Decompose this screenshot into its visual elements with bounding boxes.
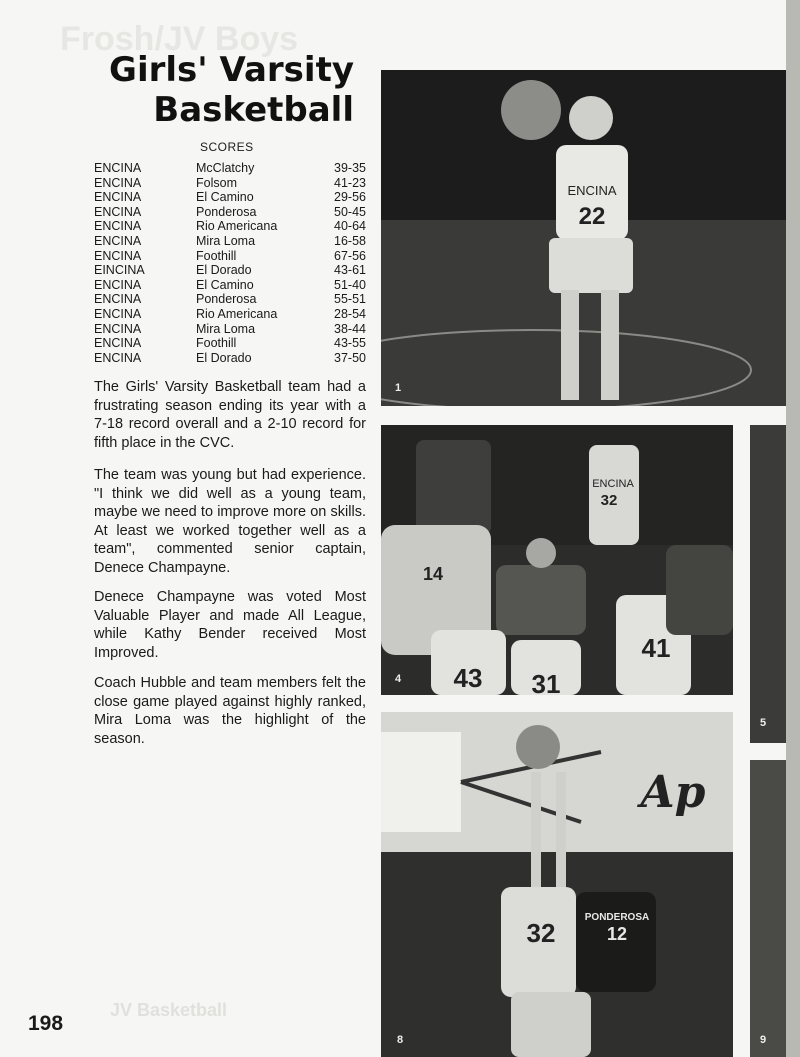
- score-opponent: Foothill: [196, 336, 237, 351]
- show-through-heading: Frosh/JV Boys: [60, 20, 299, 58]
- score-team: ENCINA: [94, 277, 142, 292]
- photo-8-jersey-number-2: 12: [606, 924, 628, 944]
- score-value: 39-35: [334, 161, 366, 175]
- score-team: ENCINA: [94, 204, 142, 219]
- photo-1: [381, 70, 786, 406]
- score-value: 16-58: [334, 233, 366, 248]
- score-opponent: Rio Americana: [196, 219, 278, 234]
- score-value: 43-55: [334, 336, 366, 351]
- score-row: [94, 249, 366, 264]
- photo-4-jersey-number-3: 43: [453, 663, 483, 693]
- score-row: [94, 205, 366, 220]
- photo-8-backdrop-text: Ap: [640, 767, 706, 818]
- scores-heading: SCORES: [200, 140, 254, 154]
- score-opponent: Ponderosa: [196, 204, 257, 219]
- score-value: 37-50: [334, 350, 366, 365]
- score-value: 51-40: [334, 277, 366, 292]
- score-row: [94, 263, 366, 278]
- score-value: 38-44: [334, 321, 366, 336]
- score-team: ENCINA: [94, 233, 142, 248]
- score-value: 50-45: [334, 204, 366, 219]
- paragraph-4: Coach Hubble and team members felt the close game played against highly ranked, Mira Loma was the highlight of the season.: [94, 675, 366, 747]
- score-opponent: El Dorado: [196, 263, 252, 278]
- show-through-footer: JV Basketball: [110, 1000, 228, 1020]
- score-team: ENCINA: [94, 175, 142, 190]
- score-opponent: El Camino: [196, 277, 254, 292]
- score-team: ENCINA: [94, 248, 142, 263]
- score-value: 67-56: [334, 248, 366, 263]
- page-number: 198: [28, 1012, 64, 1035]
- score-row: [94, 190, 366, 205]
- paragraph-1: The Girls' Varsity Basketball team had a frustrating season ending its year with a 7-18 record overall and a 2-10 record for fifth place in the CVC.: [94, 379, 366, 451]
- page-title: [92, 50, 354, 130]
- score-row: [94, 278, 366, 293]
- score-team: ENCINA: [94, 306, 142, 321]
- score-team: ENCINA: [94, 336, 142, 351]
- photo-1-jersey-number: 22: [578, 203, 606, 230]
- score-opponent: Mira Loma: [196, 321, 256, 336]
- photo-9: [750, 760, 786, 1057]
- photo-8-number: 8: [397, 1034, 404, 1046]
- score-opponent: Foothill: [196, 248, 237, 263]
- score-row: [94, 234, 366, 249]
- score-row: [94, 219, 366, 234]
- photo-8: [381, 712, 733, 1057]
- score-row: [94, 351, 366, 366]
- photo-9-number: 9: [760, 1034, 767, 1046]
- score-row: [94, 292, 366, 307]
- score-row: [94, 336, 366, 351]
- score-value: 41-23: [334, 175, 366, 190]
- score-value: 28-54: [334, 306, 366, 321]
- score-opponent: Mira Loma: [196, 233, 256, 248]
- score-opponent: El Dorado: [196, 350, 252, 365]
- scores-table: [94, 161, 366, 365]
- score-opponent: Ponderosa: [196, 292, 257, 307]
- photo-4-jersey-number-2: 14: [422, 564, 444, 584]
- score-opponent: El Camino: [196, 190, 254, 205]
- score-opponent: Rio Americana: [196, 306, 278, 321]
- photo-4-jersey-number-5: 41: [641, 633, 671, 663]
- score-row: [94, 322, 366, 337]
- score-row: [94, 176, 366, 191]
- score-team: ENCINA: [94, 161, 142, 175]
- score-value: 43-61: [334, 263, 366, 278]
- score-opponent: McClatchy: [196, 161, 255, 175]
- photo-4-jersey-number-1: 32: [600, 492, 618, 509]
- score-row: [94, 161, 366, 176]
- photo-5-number: 5: [760, 717, 767, 729]
- photo-8-jersey-text: PONDEROSA: [584, 912, 650, 923]
- score-row: [94, 307, 366, 322]
- score-team: ENCINA: [94, 219, 142, 234]
- photo-4-number: 4: [395, 673, 402, 685]
- page-edge: [786, 0, 800, 1057]
- title-line-1: Girls' Varsity: [109, 50, 354, 90]
- paragraph-3: Denece Champayne was voted Most Valuable Player and made All League, while Kathy Bender received Most Improved.: [94, 589, 366, 661]
- title-line-2: Basketball: [153, 90, 354, 130]
- photo-4: [381, 425, 733, 695]
- score-value: 40-64: [334, 219, 366, 234]
- score-team: ENCINA: [94, 292, 142, 307]
- photo-4-jersey-text: ENCINA: [592, 478, 634, 490]
- paragraph-2: The team was young but had experience. "I think we did well as a young team, maybe we need to improve more on skills. At least we worked together well as a team", commented senior captain, Denece Champayne.: [94, 467, 366, 576]
- photo-5: [750, 425, 786, 743]
- photo-4-jersey-number-4: 31: [531, 669, 561, 695]
- score-team: EINCINA: [94, 263, 145, 278]
- score-value: 29-56: [334, 190, 366, 205]
- photo-1-jersey-text: ENCINA: [567, 183, 617, 198]
- score-team: ENCINA: [94, 321, 142, 336]
- photo-8-jersey-number-1: 32: [526, 918, 556, 948]
- score-value: 55-51: [334, 292, 366, 307]
- score-opponent: Folsom: [196, 175, 237, 190]
- score-team: ENCINA: [94, 350, 142, 365]
- score-team: ENCINA: [94, 190, 142, 205]
- photo-1-number: 1: [395, 382, 402, 394]
